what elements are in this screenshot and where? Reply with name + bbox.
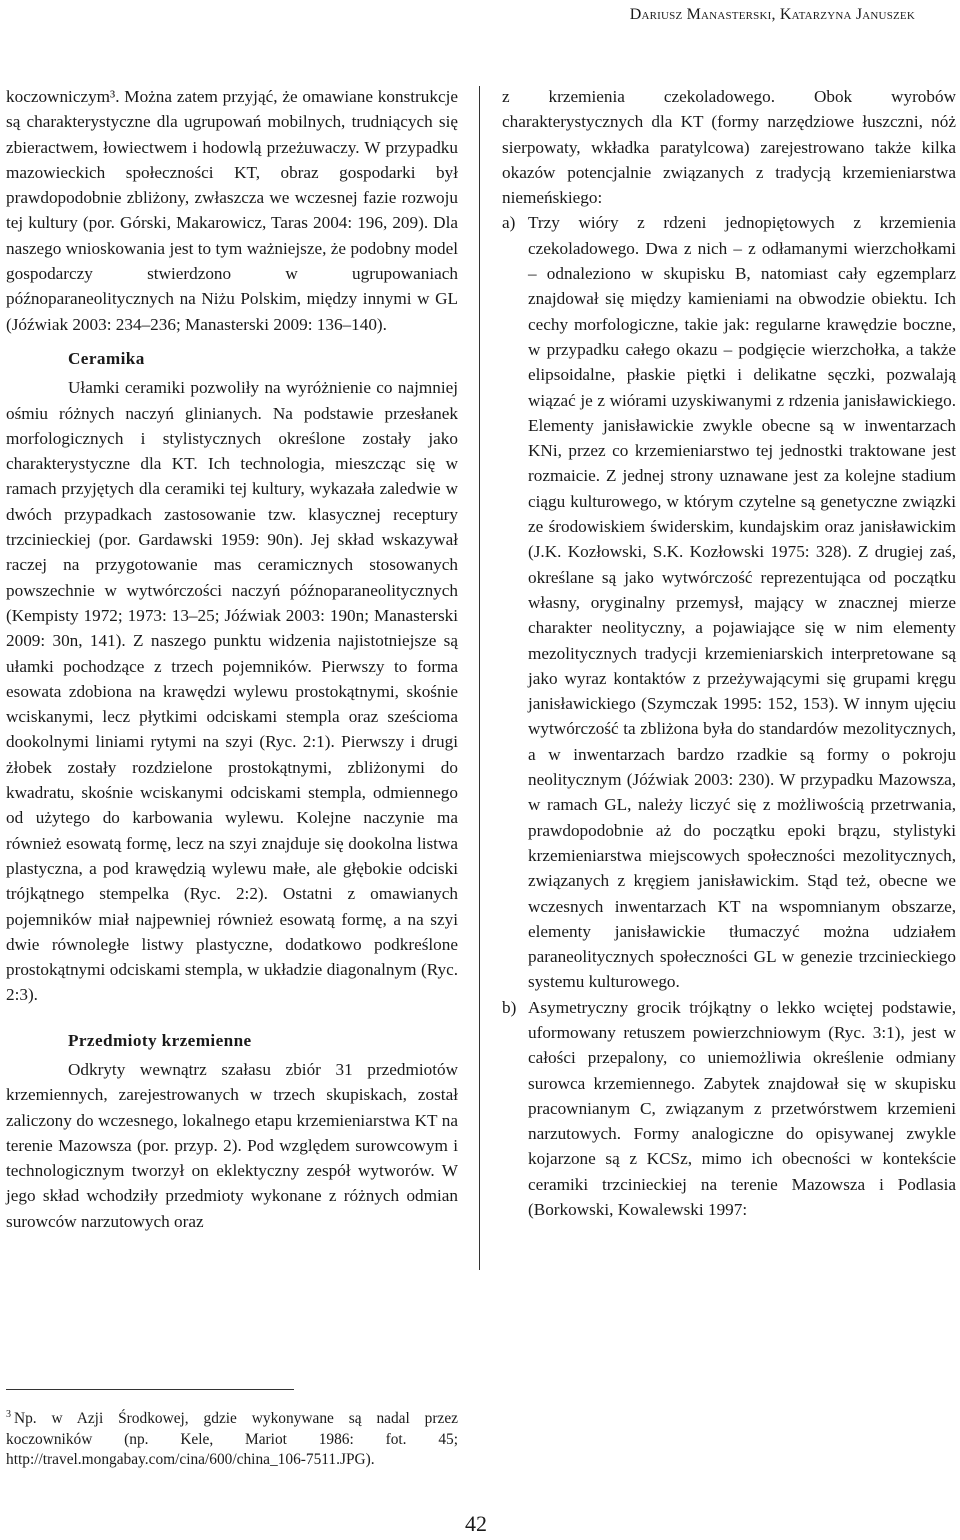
list-item-b bbox=[502, 995, 956, 1223]
footnote-marker: 3 bbox=[6, 1409, 11, 1420]
footnote-rule bbox=[6, 1389, 294, 1390]
paragraph-ceramika: Ułamki ceramiki pozwoliły na wyróżnienie co najmniej ośmiu różnych naczyń glinianych. Na podstawie przesłanek morfologicznych i stylistycznych określone zostały jako charakterystyczne dla KT. Ich technologia, mieszcząc się w ramach przyjętych dla ceramiki tej kultury, wykazała zaledwie w dwóch przypadkach zastosowanie tzw. klasycznej receptury trzcinieckiej (por. Gardawski 1959: 90n). Jej skład wskazywał raczej na przygotowanie mas ceramicznych stosowanych powszechnie w wytwórczości naczyń późnoparaneolitycznych (Kempisty 1972; 1973: 13–25; Jóźwiak 2003: 190n; Manasterski 2009: 30n, 141). Z naszego punktu widzenia najistotniejsze są ułamki pochodzące z trzech pojemników. Pierwszy to forma esowata zdobiona na krawędzi wylewu prostokątnymi, skośnie wciskanymi, lecz płytkimi odciskami stempla oraz sześcioma dookolnymi liniami rytymi na szyi (Ryc. 2:1). Pierwszy i drugi żłobek zostały rozdzielone prostokątnymi, zbliżonymi do kwadratu, skośnie wciskanymi odciskami stempla, odmiennego od użytego do karbowania wylewu. Kolejne naczynie ma również esowatą formę, lecz na szyi znajduje się dookolna listwa plastyczna, a pod krawędzią wylewu małe, ale głębokie odciski trójkątnego stempelka (Ryc. 2:2). Ostatni z omawianych pojemników miał najpewniej również esowatą formę, a na szyi dwie równoległe listwy plastyczne, dodatkowo podkreślone prostokątnymi odciskami stempla, w układzie diagonalnym (Ryc. 2:3). bbox=[6, 378, 458, 1005]
section-heading-ceramika: Ceramika bbox=[68, 348, 145, 368]
list-text-a: Trzy wióry z rdzeni jednopiętowych z krzemienia czekoladowego. Dwa z nich – z odłamanymi wierzchołkami – odnaleziono w skupisku B, natomiast cały egzemplarz znajdował się między kamieniami na obwodzie obiektu. Ich cechy morfologiczne, takie jak: regularne krawędzie boczne, w przypadku całego okazu – podgięcie wierzchołka, a także elipsoidalne, płaskie piętki i delikatne sęczki, pozwalają wiązać je z wiórami uzyskiwanymi z rdzenia janisławickiego. Elementy janisławickie zwykle obecne są w inwentarzach KNi, przez co krzemieniarstwo tej jednostki traktowane jest rozmaicie. Z jednej strony uznawane jest za kolejne stadium ciągu kulturowego, w którym czytelne są genetyczne związki ze środowiskiem świderskim, kundajskim oraz janisławickim (J.K. Kozłowski, S.K. Kozłowski 1975: 328). Z drugiej zaś, określane są jako wytwórczość reprezentująca od początku własny, oryginalny przemysł, mający w znacznej mierze charakter neolityczny, a pojawiające się w nim elementy mezolitycznych tradycji krzemieniarskich interpretowane są jako wyraz kontaktów z przeżywającymi się grupami kręgu janisławickiego (Szymczak 1995: 152, 153). W innym ujęciu wytwórczość ta zbliżona była do standardów mezolitycznych, a w inwentarzach bardzo rzadkie są formy o pokroju neolitycznym (Jóźwiak 2003: 230). W przypadku Mazowsza, w ramach GL, należy liczyć się z możliwością przetrwania, prawdopodobnie aż do początku epoki brązu, stylistyki krzemieniarstwa miejscowych społeczności mezolitycznych, związanych z kręgiem janisławickim. Stąd też, obecne we wczesnych inwentarzach KT na wspomnianym obszarze, elementy janisławickie tłumaczyć można udziałem paraneolitycznych społeczności GL w genezie trzcinieckiego systemu kulturowego. bbox=[528, 213, 956, 992]
left-column bbox=[6, 84, 458, 1234]
paragraph-intro: koczowniczym³. Można zatem przyjąć, że omawiane konstrukcje są charakterystyczne dla ugrupowań mobilnych, trudniących się zbieractwem, łowiectwem i hodowlą przeżuwaczy. W przypadku mazowieckich społeczności KT, obraz gospodarki był prawdopodobnie zbliżony, zwłaszcza we wczesnej fazie rozwoju tej kultury (por. Górski, Makarowicz, Taras 2004: 196, 209). Dla naszego wnioskowania jest to tym ważniejsze, że podobny model gospodarczy stwierdzono w ugrupowaniach późnoparaneolitycznych na Niżu Polskim, między innymi w GL (Jóźwiak 2003: 234–236; Manasterski 2009: 136–140). bbox=[6, 87, 458, 334]
paragraph-przedmioty: Odkryty wewnątrz szałasu zbiór 31 przedmiotów krzemiennych, zarejestrowanych w trzech skupiskach, został zaliczony do wczesnego, lokalnego etapu krzemieniarstwa KT na terenie Mazowsza (por. przyp. 2). Pod względem surowcowym i technologicznym tworzył on eklektyczny zespół wytworów. W jego skład wchodziły przedmioty wykonane z różnych odmian surowców narzutowych oraz bbox=[6, 1059, 458, 1231]
paragraph-continuation: z krzemienia czekoladowego. Obok wyrobów charakterystycznych dla KT (formy narzędziowe łuszczni, nóż sierpowaty, wkładka paratylcowa) zarejestrowano także kilka okazów potencjalnie związanych z tradycją krzemieniarstwa niemeńskiego: bbox=[502, 87, 956, 208]
list-text-b: Asymetryczny grocik trójkątny o lekko wciętej podstawie, uformowany retuszem powierzchniowym (Ryc. 3:1), jest w całości przepalony, co uniemożliwia określenie odmiany surowca krzemiennego. Zabytek znajdował się w skupisku pracownianym C, związanym z przetwórstwem krzemieni narzutowych. Formy analogiczne do opisywanej zwykle kojarzone są z KCSz, mimo ich obecności w kontekście ceramiki trzcinieckiej na terenie Mazowsza i Podlasia (Borkowski, Kowalewski 1997: bbox=[528, 997, 956, 1220]
list-item-a bbox=[502, 210, 956, 994]
right-column bbox=[502, 84, 956, 1222]
list-label-a: a) bbox=[502, 213, 516, 233]
section-heading-przedmioty: Przedmioty krzemienne bbox=[68, 1030, 252, 1050]
page-number: 42 bbox=[465, 1511, 487, 1536]
column-divider bbox=[479, 86, 480, 1270]
footnote bbox=[6, 1405, 458, 1471]
footnote-text: Np. w Azji Środkowej, gdzie wykonywane są nadal przez koczowników (np. Kele, Mariot 1986: fot. 45; http://travel.mongabay.com/cina/600/china_106-7511.JPG). bbox=[6, 1410, 458, 1469]
running-head: Dariusz Manasterski, Katarzyna Januszek bbox=[629, 6, 915, 23]
list-label-b: b) bbox=[502, 997, 517, 1017]
